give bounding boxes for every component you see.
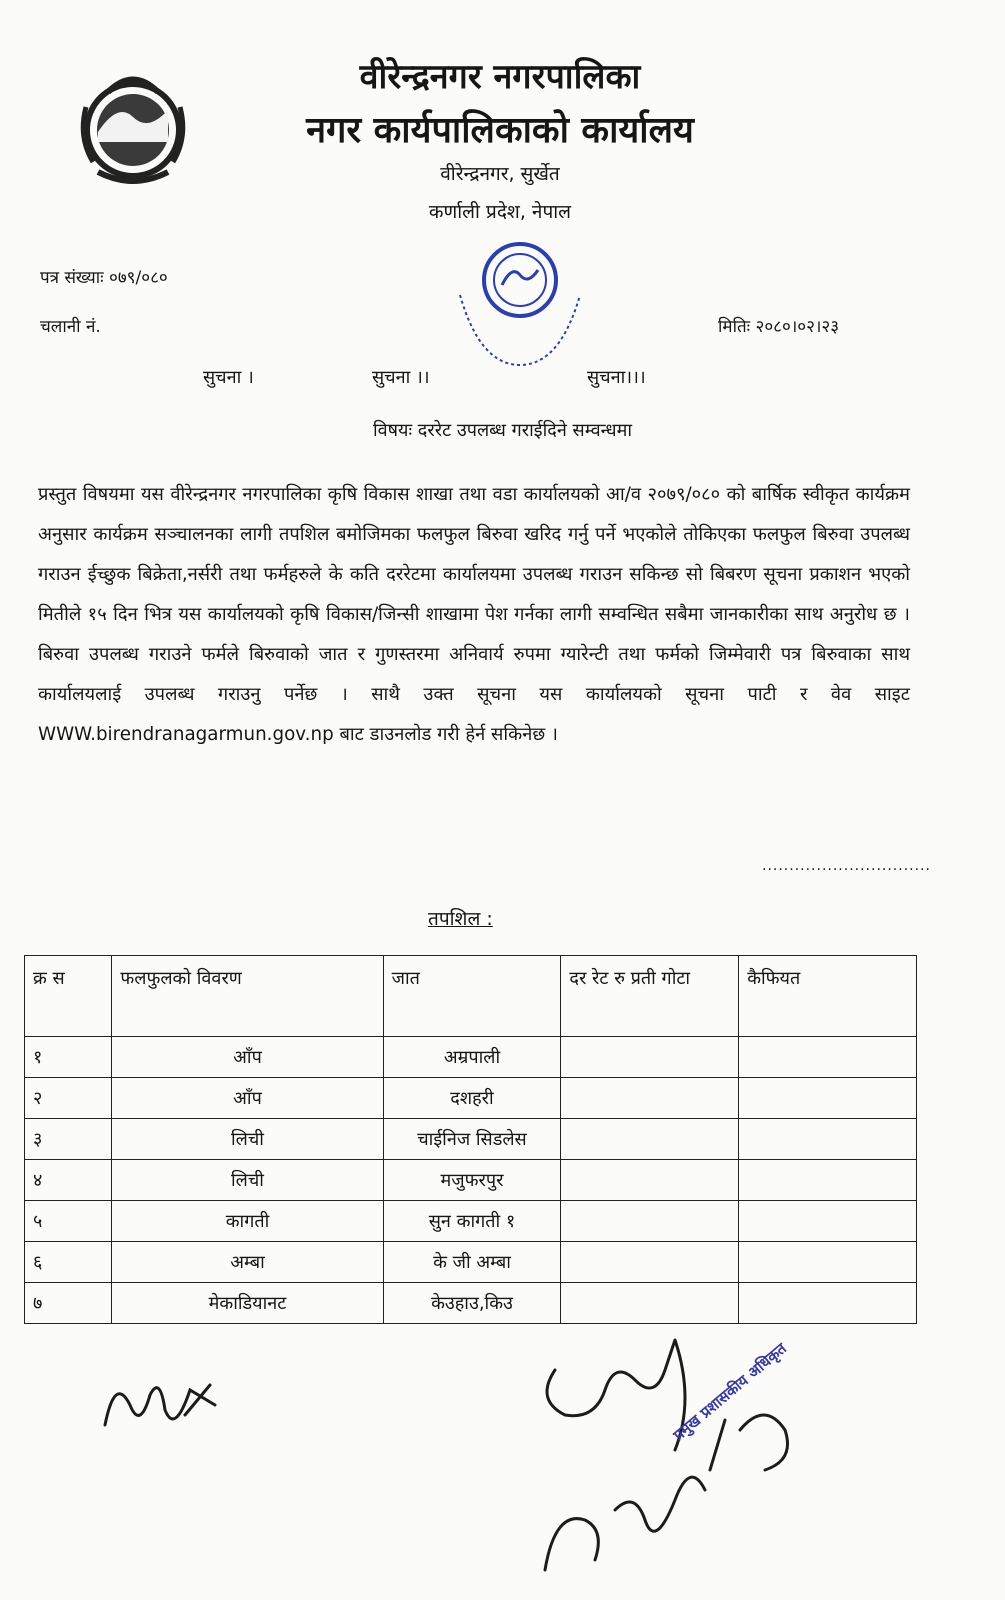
cell-remarks	[739, 1283, 917, 1324]
cell-fruit: आँप	[112, 1037, 383, 1078]
municipality-name: वीरेन्द्रनगर नगरपालिका	[359, 57, 641, 97]
cell-fruit: लिची	[112, 1119, 383, 1160]
cell-variety: अम्रपाली	[383, 1037, 561, 1078]
details-table	[24, 955, 917, 1324]
header-variety: जात	[383, 956, 561, 1037]
cell-fruit: अम्बा	[112, 1242, 383, 1283]
office-province: कर्णाली प्रदेश, नेपाल	[428, 201, 572, 223]
office-name: नगर कार्यपालिकाको कार्यालय	[306, 110, 694, 151]
cell-rate	[561, 1160, 739, 1201]
cell-rate	[561, 1201, 739, 1242]
cell-variety: चाईनिज सिडलेस	[383, 1119, 561, 1160]
cell-serial: १	[25, 1037, 112, 1078]
header-rate: दर रेट रु प्रती गोटा	[561, 956, 739, 1037]
office-address: वीरेन्द्रनगर, सुर्खेत	[440, 163, 560, 185]
cell-rate	[561, 1037, 739, 1078]
nepal-emblem-icon	[68, 62, 198, 192]
cell-serial: ७	[25, 1283, 112, 1324]
table-row	[25, 1078, 917, 1119]
official-title: प्रमुख प्रशासकीय अधिकृत	[669, 1339, 790, 1445]
cell-serial: २	[25, 1078, 112, 1119]
signature-line: ...............................	[762, 858, 931, 874]
cell-variety: के जी अम्बा	[383, 1242, 561, 1283]
cell-remarks	[739, 1037, 917, 1078]
table-header-row	[25, 956, 917, 1037]
cell-variety: दशहरी	[383, 1078, 561, 1119]
cell-variety: मजुफरपुर	[383, 1160, 561, 1201]
table-row	[25, 1037, 917, 1078]
cell-variety: सुन कागती १	[383, 1201, 561, 1242]
dispatch-number: चलानी नं.	[40, 317, 101, 337]
cell-remarks	[739, 1242, 917, 1283]
table-row	[25, 1160, 917, 1201]
cell-serial: ६	[25, 1242, 112, 1283]
letter-date: मितिः २०८०।०२।२३	[718, 317, 840, 337]
cell-variety: केउहाउ,किउ	[383, 1283, 561, 1324]
header-serial: क्र स	[25, 956, 112, 1037]
notice-label-3: सुचना।।।	[587, 367, 646, 388]
reference-number: पत्र संख्याः ०७९/०८०	[40, 268, 168, 288]
cell-serial: ३	[25, 1119, 112, 1160]
cell-remarks	[739, 1160, 917, 1201]
cell-rate	[561, 1078, 739, 1119]
letter-body: प्रस्तुत विषयमा यस वीरेन्द्रनगर नगरपालिका कृषि विकास शाखा तथा वडा कार्यालयको आ/व २०७९/०८० को बार्षिक स्वीकृत कार्यक्रम अनुसार कार्यक्रम सञ्चालनका लागी तपशिल बमोजिमका फलफुल बिरुवा खरिद गर्नु पर्ने भएकोले तोकिएका फलफुल बिरुवा उपलब्ध गराउन ईच्छुक बिक्रेता,नर्सरी तथा फर्महरुले के कति दररेटमा कार्यालयमा उपलब्ध गराउन सकिन्छ सो बिबरण सूचना प्रकाशन भएको मितीले १५ दिन भित्र यस कार्यालयको कृषि विकास/जिन्सी शाखामा पेश गर्नका लागी सम्वन्धित सबैमा जानकारीका साथ अनुरोध छ । बिरुवा उपलब्ध गराउने फर्मले बिरुवाको जात र गुणस्तरमा अनिवार्य रुपमा ग्यारेन्टी तथा फर्मको जिम्मेवारी पत्र बिरुवाका साथ कार्यालयलाई उपलब्ध गराउनु पर्नेछ । साथै उक्त सूचना यस कार्यालयको सूचना पाटी र वेव साइट WWW.birendranagarmun.gov.np बाट डाउनलोड गरी हेर्न सकिनेछ ।	[38, 484, 910, 745]
cell-fruit: कागती	[112, 1201, 383, 1242]
cell-fruit: लिची	[112, 1160, 383, 1201]
table-row	[25, 1119, 917, 1160]
cell-rate	[561, 1283, 739, 1324]
cell-rate	[561, 1119, 739, 1160]
cell-fruit: आँप	[112, 1078, 383, 1119]
signature-left-icon	[95, 1365, 225, 1445]
cell-remarks	[739, 1119, 917, 1160]
notice-label-1: सुचना ।	[203, 367, 254, 388]
table-title: तपशिल :	[428, 908, 493, 930]
cell-remarks	[739, 1201, 917, 1242]
cell-fruit: मेकाडियानट	[112, 1283, 383, 1324]
cell-rate	[561, 1242, 739, 1283]
header-remarks: कैफियत	[739, 956, 917, 1037]
table-row	[25, 1283, 917, 1324]
office-stamp-icon	[440, 225, 600, 385]
letter-subject: विषयः दररेट उपलब्ध गराईदिने सम्वन्धमा	[372, 420, 633, 441]
cell-remarks	[739, 1078, 917, 1119]
header-fruit-description: फलफुलको विवरण	[112, 956, 383, 1037]
table-row	[25, 1201, 917, 1242]
cell-serial: ४	[25, 1160, 112, 1201]
table-row	[25, 1242, 917, 1283]
notice-label-2: सुचना ।।	[372, 367, 430, 388]
cell-serial: ५	[25, 1201, 112, 1242]
